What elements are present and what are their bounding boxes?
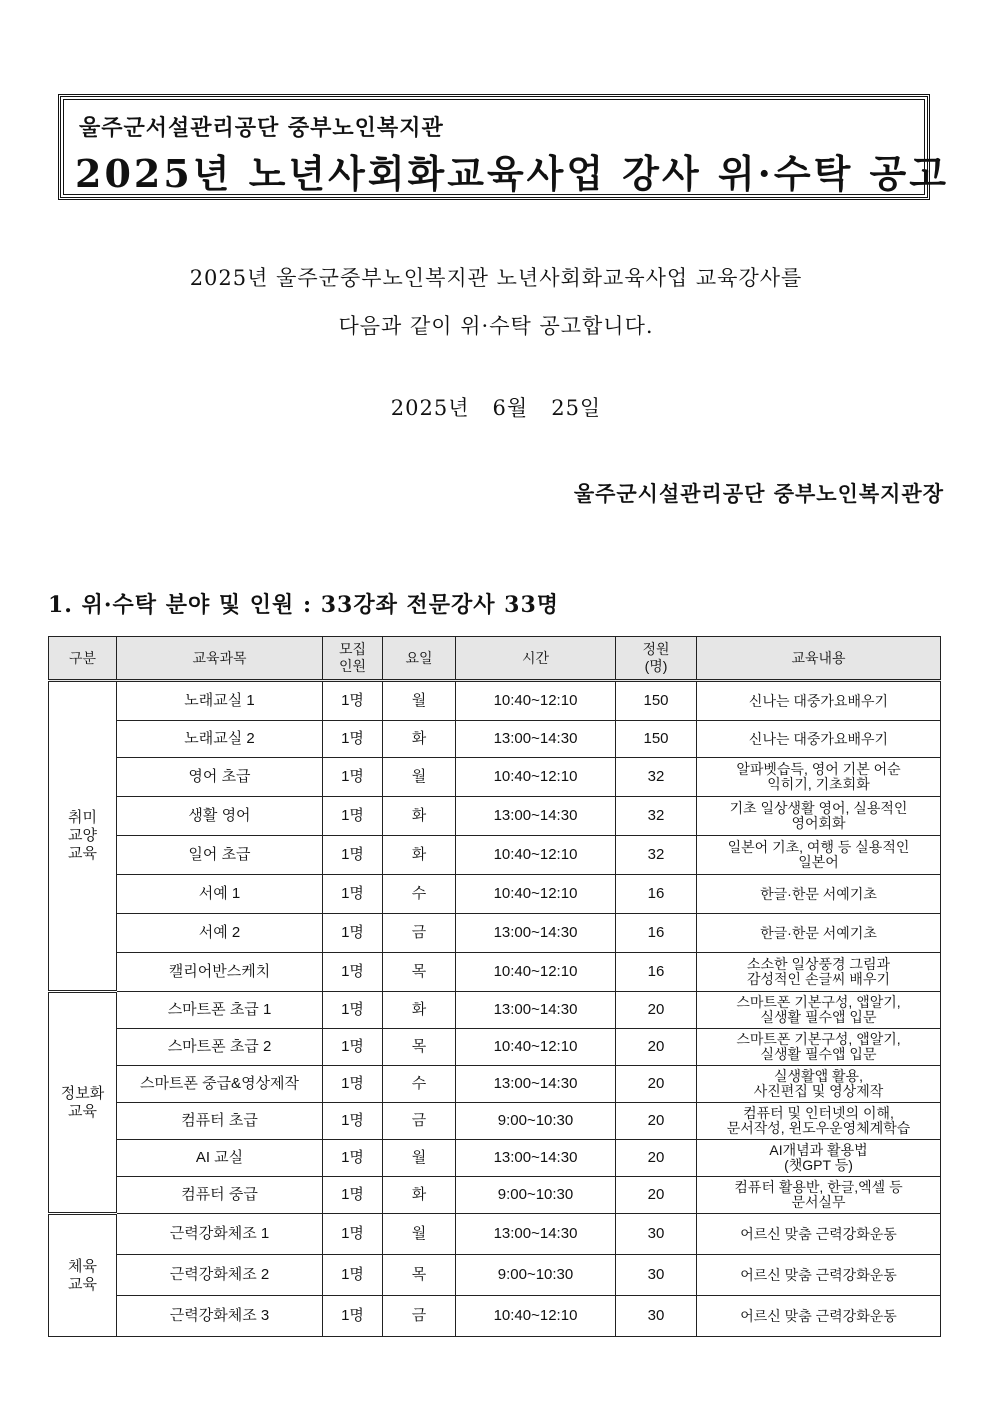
table-row — [49, 1140, 941, 1177]
capacity-cell: 20 — [616, 992, 697, 1029]
announcement-date: 2025년 6월 25일 — [390, 396, 602, 420]
subject-cell: 컴퓨터 초급 — [117, 1103, 323, 1140]
section-1-title: 1. 위·수탁 분야 및 인원 : 33강좌 전문강사 33명 — [48, 592, 560, 618]
recruit-cell: 1명 — [323, 681, 383, 721]
time-cell: 13:00~14:30 — [456, 1066, 616, 1103]
day-cell: 목 — [383, 953, 456, 992]
day-cell: 금 — [383, 1103, 456, 1140]
table-row — [49, 797, 941, 836]
recruit-cell: 1명 — [323, 1255, 383, 1296]
subject-cell: 캘리어반스케치 — [117, 953, 323, 992]
category-cell: 체육 교육 — [49, 1214, 117, 1337]
capacity-cell: 30 — [616, 1296, 697, 1337]
time-cell: 9:00~10:30 — [456, 1177, 616, 1214]
content-cell: 어르신 맞춤 근력강화운동 — [697, 1214, 941, 1255]
capacity-cell: 150 — [616, 721, 697, 758]
recruit-cell: 1명 — [323, 914, 383, 953]
content-cell: 어르신 맞춤 근력강화운동 — [697, 1255, 941, 1296]
capacity-cell: 20 — [616, 1066, 697, 1103]
recruit-cell: 1명 — [323, 1177, 383, 1214]
subject-cell: 컴퓨터 중급 — [117, 1177, 323, 1214]
table-row — [49, 758, 941, 797]
time-cell: 9:00~10:30 — [456, 1103, 616, 1140]
time-cell: 13:00~14:30 — [456, 914, 616, 953]
time-cell: 13:00~14:30 — [456, 1140, 616, 1177]
day-cell: 화 — [383, 836, 456, 875]
recruit-cell: 1명 — [323, 1066, 383, 1103]
header-category: 구분 — [49, 637, 117, 681]
subject-cell: 스마트폰 중급&영상제작 — [117, 1066, 323, 1103]
header-content: 교육내용 — [697, 637, 941, 681]
table-row — [49, 1066, 941, 1103]
day-cell: 목 — [383, 1255, 456, 1296]
day-cell: 월 — [383, 1214, 456, 1255]
time-cell: 10:40~12:10 — [456, 875, 616, 914]
subject-cell: 스마트폰 초급 2 — [117, 1029, 323, 1066]
day-cell: 수 — [383, 875, 456, 914]
time-cell: 13:00~14:30 — [456, 992, 616, 1029]
content-cell: 컴퓨터 및 인터넷의 이해, 문서작성, 윈도우운영체계학습 — [697, 1103, 941, 1140]
table-row — [49, 1103, 941, 1140]
subject-cell: 스마트폰 초급 1 — [117, 992, 323, 1029]
subject-cell: 일어 초급 — [117, 836, 323, 875]
day-cell: 월 — [383, 758, 456, 797]
capacity-cell: 20 — [616, 1177, 697, 1214]
recruit-cell: 1명 — [323, 1214, 383, 1255]
page-title: 2025년 노년사회화교육사업 강사 위·수탁 공고 — [75, 151, 949, 196]
day-cell: 목 — [383, 1029, 456, 1066]
content-cell: 신나는 대중가요배우기 — [697, 681, 941, 721]
recruit-cell: 1명 — [323, 875, 383, 914]
day-cell: 수 — [383, 1066, 456, 1103]
content-cell: 스마트폰 기본구성, 앱알기, 실생활 필수앱 입문 — [697, 992, 941, 1029]
time-cell: 13:00~14:30 — [456, 721, 616, 758]
day-cell: 화 — [383, 1177, 456, 1214]
table-row — [49, 1214, 941, 1255]
title-box — [58, 94, 949, 200]
capacity-cell: 16 — [616, 953, 697, 992]
capacity-cell: 16 — [616, 914, 697, 953]
table-row — [49, 875, 941, 914]
subject-cell: 근력강화체조 2 — [117, 1255, 323, 1296]
subject-cell: 근력강화체조 3 — [117, 1296, 323, 1337]
capacity-cell: 20 — [616, 1103, 697, 1140]
capacity-cell: 30 — [616, 1255, 697, 1296]
time-cell: 10:40~12:10 — [456, 953, 616, 992]
recruit-cell: 1명 — [323, 1103, 383, 1140]
time-cell: 10:40~12:10 — [456, 681, 616, 721]
content-cell: 실생활앱 활용, 사진편집 및 영상제작 — [697, 1066, 941, 1103]
header-time: 시간 — [456, 637, 616, 681]
time-cell: 13:00~14:30 — [456, 797, 616, 836]
time-cell: 10:40~12:10 — [456, 1029, 616, 1066]
capacity-cell: 32 — [616, 758, 697, 797]
recruit-cell: 1명 — [323, 836, 383, 875]
recruit-cell: 1명 — [323, 797, 383, 836]
content-cell: 한글·한문 서예기초 — [697, 914, 941, 953]
intro-line-1: 2025년 울주군중부노인복지관 노년사회화교육사업 교육강사를 — [189, 266, 803, 290]
subject-cell: AI 교실 — [117, 1140, 323, 1177]
subject-cell: 서예 2 — [117, 914, 323, 953]
content-cell: 컴퓨터 활용반, 한글,엑셀 등 문서실무 — [697, 1177, 941, 1214]
recruit-cell: 1명 — [323, 1140, 383, 1177]
content-cell: 스마트폰 기본구성, 앱알기, 실생활 필수앱 입문 — [697, 1029, 941, 1066]
header-day: 요일 — [383, 637, 456, 681]
day-cell: 금 — [383, 914, 456, 953]
day-cell: 화 — [383, 797, 456, 836]
day-cell: 월 — [383, 1140, 456, 1177]
header-recruit: 모집 인원 — [323, 637, 383, 681]
table-row — [49, 992, 941, 1029]
table-row — [49, 1296, 941, 1337]
recruit-cell: 1명 — [323, 721, 383, 758]
subject-cell: 노래교실 2 — [117, 721, 323, 758]
content-cell: 어르신 맞춤 근력강화운동 — [697, 1296, 941, 1337]
time-cell: 9:00~10:30 — [456, 1255, 616, 1296]
capacity-cell: 32 — [616, 836, 697, 875]
content-cell: 한글·한문 서예기초 — [697, 875, 941, 914]
table-row — [49, 836, 941, 875]
table-row — [49, 721, 941, 758]
time-cell: 13:00~14:30 — [456, 1214, 616, 1255]
table-row — [49, 953, 941, 992]
recruit-cell: 1명 — [323, 1296, 383, 1337]
capacity-cell: 150 — [616, 681, 697, 721]
content-cell: AI개념과 활용법 (챗GPT 등) — [697, 1140, 941, 1177]
recruit-cell: 1명 — [323, 953, 383, 992]
recruit-cell: 1명 — [323, 1029, 383, 1066]
schedule-table — [48, 636, 941, 1337]
content-cell: 알파벳습득, 영어 기본 어순 익히기, 기초회화 — [697, 758, 941, 797]
day-cell: 금 — [383, 1296, 456, 1337]
header-capacity: 정원 (명) — [616, 637, 697, 681]
subject-cell: 생활 영어 — [117, 797, 323, 836]
table-header-row — [49, 637, 941, 681]
day-cell: 월 — [383, 681, 456, 721]
time-cell: 10:40~12:10 — [456, 836, 616, 875]
capacity-cell: 30 — [616, 1214, 697, 1255]
subject-cell: 노래교실 1 — [117, 681, 323, 721]
header-subject: 교육과목 — [117, 637, 323, 681]
time-cell: 10:40~12:10 — [456, 1296, 616, 1337]
content-cell: 일본어 기초, 여행 등 실용적인 일본어 — [697, 836, 941, 875]
table-row — [49, 681, 941, 721]
content-cell: 소소한 일상풍경 그림과 감성적인 손글씨 배우기 — [697, 953, 941, 992]
subject-cell: 서예 1 — [117, 875, 323, 914]
table-row — [49, 1255, 941, 1296]
time-cell: 10:40~12:10 — [456, 758, 616, 797]
category-cell: 정보화 교육 — [49, 992, 117, 1214]
capacity-cell: 32 — [616, 797, 697, 836]
recruit-cell: 1명 — [323, 758, 383, 797]
capacity-cell: 20 — [616, 1140, 697, 1177]
recruit-cell: 1명 — [323, 992, 383, 1029]
subject-cell: 근력강화체조 1 — [117, 1214, 323, 1255]
category-cell: 취미 교양 교육 — [49, 681, 117, 992]
table-row — [49, 1029, 941, 1066]
content-cell: 신나는 대중가요배우기 — [697, 721, 941, 758]
intro-line-2: 다음과 같이 위·수탁 공고합니다. — [338, 314, 654, 338]
table-row — [49, 914, 941, 953]
content-cell: 기초 일상생활 영어, 실용적인 영어회화 — [697, 797, 941, 836]
signer: 울주군시설관리공단 중부노인복지관장 — [573, 481, 944, 506]
organization-name: 울주군서설관리공단 중부노인복지관 — [79, 115, 444, 141]
day-cell: 화 — [383, 992, 456, 1029]
capacity-cell: 20 — [616, 1029, 697, 1066]
subject-cell: 영어 초급 — [117, 758, 323, 797]
day-cell: 화 — [383, 721, 456, 758]
capacity-cell: 16 — [616, 875, 697, 914]
table-row — [49, 1177, 941, 1214]
